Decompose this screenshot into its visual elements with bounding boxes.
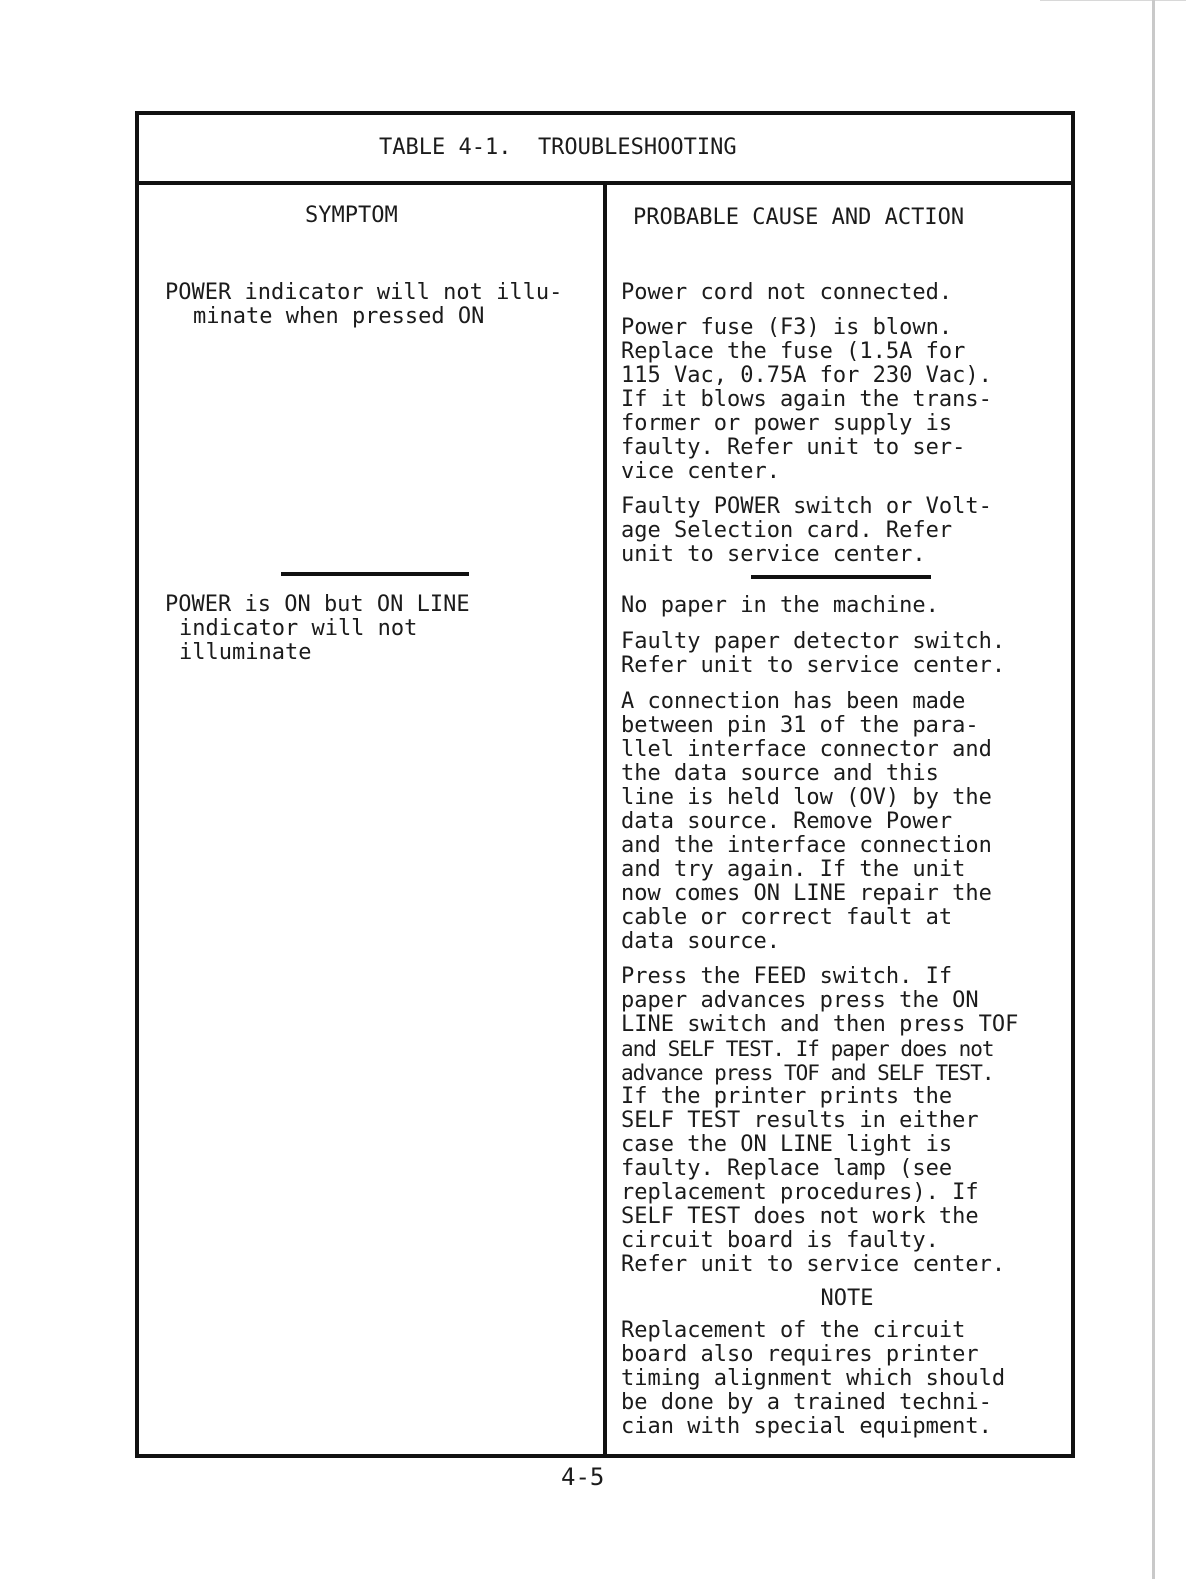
symptom-1 <box>165 281 597 329</box>
cause-line: line is held low (OV) by the <box>621 785 992 810</box>
cause-line: replacement procedures). If <box>621 1180 979 1205</box>
causes-1 <box>621 281 1073 567</box>
cause-line: 115 Vac, 0.75A for 230 Vac). <box>621 363 992 388</box>
symptom-line: minate when pressed ON <box>193 304 485 329</box>
page-edge <box>1152 0 1155 1579</box>
note-line: Replacement of the circuit <box>621 1318 966 1343</box>
row-separator-left <box>281 572 469 576</box>
cause-item <box>621 630 1073 678</box>
cause-line: llel interface connector and <box>621 737 992 762</box>
cause-line: now comes ON LINE repair the <box>621 881 992 906</box>
cause-line: cable or correct fault at <box>621 905 953 930</box>
cause-line: data source. Remove Power <box>621 809 953 834</box>
cause-line: Power cord not connected. <box>621 280 953 305</box>
symptom-line: POWER is ON but ON LINE <box>165 592 470 617</box>
cause-line: and SELF TEST. If paper does not <box>621 1037 994 1061</box>
note-line: timing alignment which should <box>621 1366 1006 1391</box>
cause-line: If it blows again the trans- <box>621 387 992 412</box>
cause-line: Replace the fuse (1.5A for <box>621 339 966 364</box>
cause-line: data source. <box>621 929 780 954</box>
cause-line: between pin 31 of the para- <box>621 713 979 738</box>
table-title: TABLE 4-1. TROUBLESHOOTING <box>379 135 737 160</box>
cause-header: PROBABLE CAUSE AND ACTION <box>633 205 965 230</box>
cause-line: the data source and this <box>621 761 939 786</box>
cause-line: Faulty POWER switch or Volt- <box>621 494 992 519</box>
column-divider <box>603 181 607 1454</box>
cause-item <box>621 316 1073 484</box>
scan-artifact-line <box>1040 0 1186 1</box>
symptom-line: indicator will not <box>179 616 418 641</box>
cause-line: LINE switch and then press TOF <box>621 1012 1019 1037</box>
cause-item <box>621 594 1073 618</box>
symptom-line: POWER indicator will not illu- <box>165 280 563 305</box>
note-line: be done by a trained techni- <box>621 1390 992 1415</box>
cause-line: SELF TEST results in either <box>621 1108 979 1133</box>
note-line: cian with special equipment. <box>621 1414 992 1439</box>
page-number: 4-5 <box>561 1463 605 1491</box>
note-label: NOTE <box>820 1286 874 1311</box>
cause-line: case the ON LINE light is <box>621 1132 953 1157</box>
cause-item <box>621 495 1073 567</box>
cause-line: Press the FEED switch. If <box>621 964 953 989</box>
cause-line: and the interface connection <box>621 833 992 858</box>
troubleshooting-table <box>135 111 1075 1458</box>
cause-line: Faulty paper detector switch. <box>621 629 1006 654</box>
cause-line: Power fuse (F3) is blown. <box>621 315 953 340</box>
cause-line: No paper in the machine. <box>621 593 939 618</box>
cause-item <box>621 281 1073 305</box>
symptom-line: illuminate <box>179 640 312 665</box>
cause-line: unit to service center. <box>621 542 926 567</box>
note-text <box>621 1319 1073 1439</box>
table-title-row <box>139 115 1071 185</box>
cause-item <box>621 965 1073 1277</box>
cause-line: A connection has been made <box>621 689 966 714</box>
cause-line: paper advances press the ON <box>621 988 979 1013</box>
cause-line: advance press TOF and SELF TEST. <box>621 1061 994 1085</box>
cause-line: former or power supply is <box>621 411 953 436</box>
causes-2 <box>621 594 1073 1439</box>
note-line: board also requires printer <box>621 1342 979 1367</box>
cause-line: SELF TEST does not work the <box>621 1204 979 1229</box>
cause-line: Refer unit to service center. <box>621 653 1006 678</box>
cause-line: and try again. If the unit <box>621 857 966 882</box>
cause-line: faulty. Refer unit to ser- <box>621 435 966 460</box>
cause-line: age Selection card. Refer <box>621 518 953 543</box>
cause-line: circuit board is faulty. <box>621 1228 939 1253</box>
cause-item <box>621 690 1073 954</box>
symptom-header: SYMPTOM <box>305 203 398 228</box>
cause-line: Refer unit to service center. <box>621 1252 1006 1277</box>
cause-line: faulty. Replace lamp (see <box>621 1156 953 1181</box>
symptom-2 <box>165 593 597 665</box>
cause-line: If the printer prints the <box>621 1084 953 1109</box>
cause-line: vice center. <box>621 459 780 484</box>
row-separator-right <box>751 575 931 579</box>
